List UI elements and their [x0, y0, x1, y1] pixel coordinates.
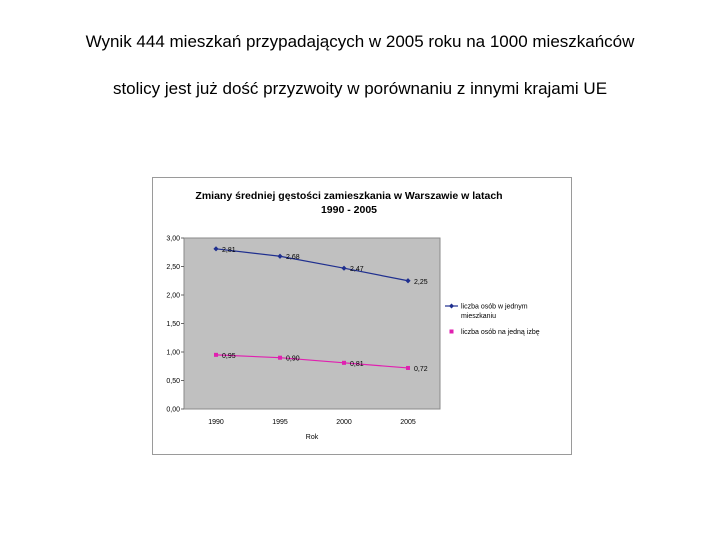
- series-1-data-label: 2,47: [350, 266, 364, 274]
- chart-svg: [153, 178, 571, 454]
- series-2-point: [342, 361, 346, 365]
- series-2-point: [278, 356, 282, 360]
- series-1-data-label: 2,68: [286, 254, 300, 262]
- x-axis: [208, 419, 416, 426]
- x-tick-label: 1995: [272, 419, 288, 426]
- y-tick-label: 1,50: [166, 321, 180, 328]
- y-tick-label: 2,00: [166, 292, 180, 300]
- legend-marker-series-1: [449, 304, 454, 309]
- x-tick-label: 2005: [400, 419, 416, 426]
- x-tick-label: 2000: [336, 419, 352, 426]
- plot-area: [184, 238, 440, 409]
- legend-label-series-1-line-1: liczba osób w jednym: [461, 303, 528, 311]
- series-1-data-label: 2,81: [222, 246, 236, 254]
- y-axis: [166, 236, 184, 414]
- legend-label-series-1-line-2: mieszkaniu: [461, 313, 497, 320]
- slide-text-line-1: Wynik 444 mieszkań przypadających w 2005 roku na 1000 mieszkańców: [85, 32, 635, 51]
- chart-frame: [152, 177, 572, 455]
- x-tick-label: 1990: [208, 419, 224, 426]
- legend: [445, 304, 540, 337]
- y-tick-label: 0,00: [166, 406, 180, 414]
- series-2-data-label: 0,90: [286, 355, 300, 363]
- y-tick-label: 3,00: [166, 235, 180, 243]
- series-1-data-label: 2,25: [414, 278, 428, 286]
- series-2-data-label: 0,95: [222, 352, 236, 360]
- series-2-point: [214, 353, 218, 357]
- y-tick-label: 0,50: [166, 378, 180, 385]
- legend-marker-series-2: [450, 330, 454, 334]
- series-2-data-label: 0,81: [350, 360, 364, 368]
- series-2-data-label: 0,72: [414, 365, 428, 373]
- slide-text-line-2: stolicy jest już dość przyzwoity w porównaniu z innymi krajami UE: [112, 79, 608, 98]
- series-2-point: [406, 366, 410, 370]
- x-axis-title: Rok: [305, 434, 319, 441]
- chart-title-line-2: 1990 - 2005: [320, 204, 378, 216]
- y-tick-label: 1,00: [166, 349, 180, 357]
- legend-label-series-2: liczba osób na jedną izbę: [461, 329, 540, 336]
- y-tick-label: 2,50: [166, 264, 180, 271]
- chart-title-line-1: Zmiany średniej gęstości zamieszkania w Warszawie w latach: [195, 190, 503, 202]
